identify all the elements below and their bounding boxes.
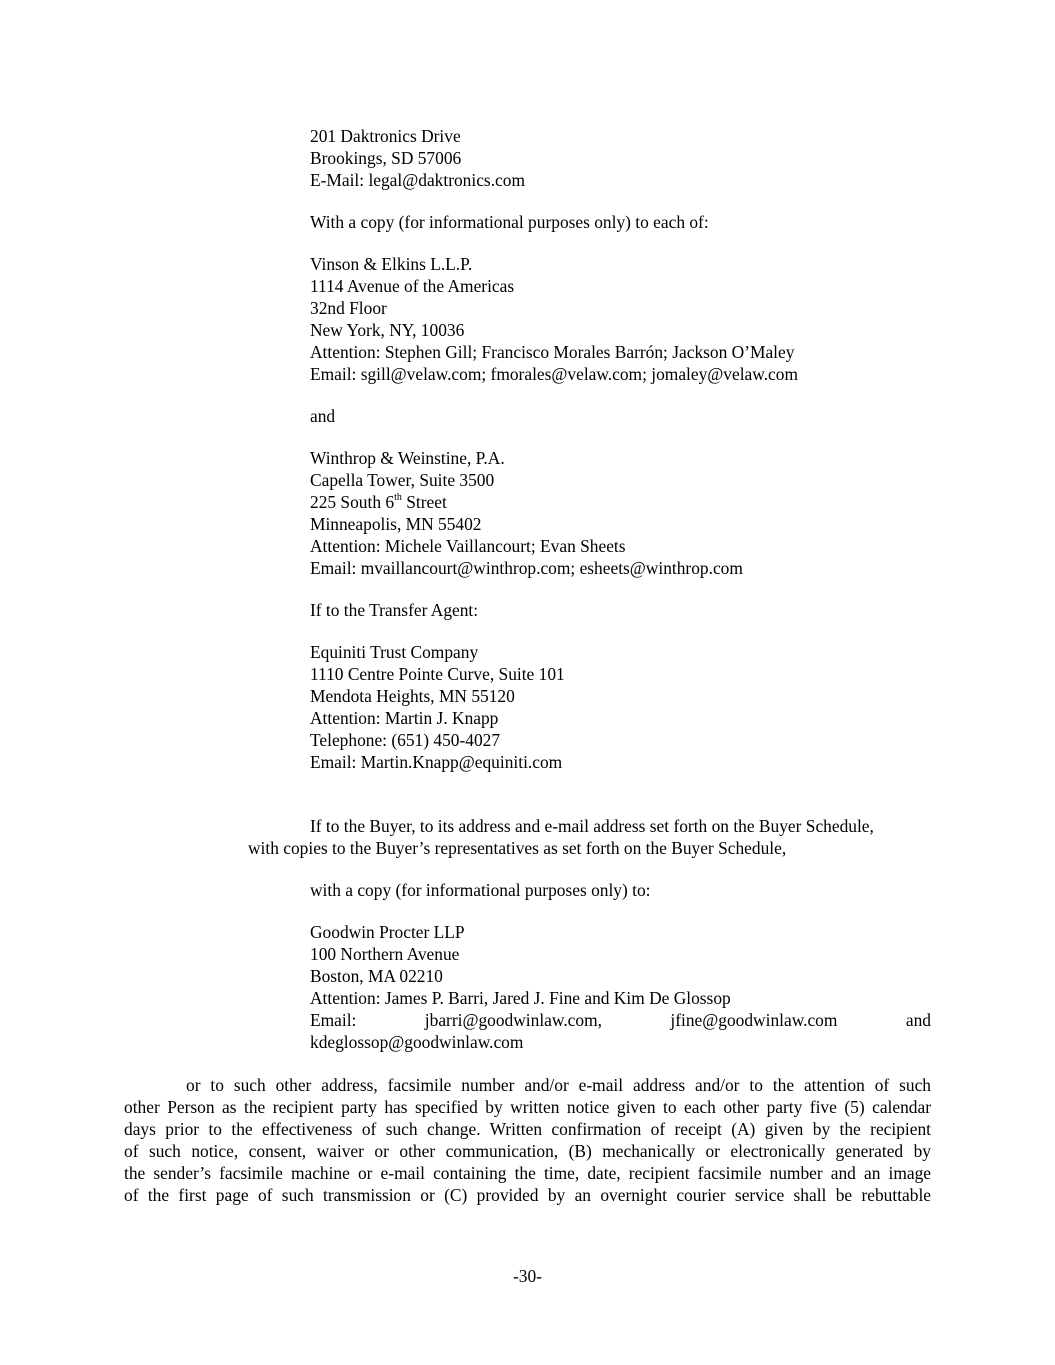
equiniti-city: Mendota Heights, MN 55120 <box>310 686 515 706</box>
goodwin-email-3: kdeglossop@goodwinlaw.com <box>310 1032 524 1052</box>
buyer-line-1: If to the Buyer, to its address and e-mail address set forth on the Buyer Schedule, <box>310 816 874 836</box>
equiniti-email: Email: Martin.Knapp@equiniti.com <box>310 752 563 772</box>
vinson-email: Email: sgill@velaw.com; fmorales@velaw.com; jomaley@velaw.com <box>310 364 798 384</box>
vinson-city: New York, NY, 10036 <box>310 320 465 340</box>
goodwin-email-1: jbarri@goodwinlaw.com, <box>424 1010 602 1030</box>
page-number: -30- <box>513 1266 542 1286</box>
copy-intro-2: with a copy (for informational purposes only) to: <box>310 880 651 900</box>
winthrop-tower: Capella Tower, Suite 3500 <box>310 470 495 490</box>
winthrop-street-sup: th <box>394 492 402 504</box>
goodwin-email-label: Email: <box>310 1010 357 1030</box>
transfer-agent-intro: If to the Transfer Agent: <box>310 600 479 620</box>
closing-line-5: the sender’s facsimile machine or e-mail containing the time, date, recipient facsimile number and an image <box>124 1163 931 1183</box>
winthrop-street-suffix: Street <box>401 492 447 512</box>
closing-line-4: of such notice, consent, waiver or other communication, (B) mechanically or electronically generated by <box>124 1141 931 1161</box>
goodwin-email-row <box>310 1009 931 1031</box>
winthrop-street-prefix: 225 South 6 <box>310 492 395 512</box>
closing-line-6: of the first page of such transmission or (C) provided by an overnight courier service shall be rebuttable <box>124 1185 931 1205</box>
buyer-line-2: with copies to the Buyer’s representatives as set forth on the Buyer Schedule, <box>248 838 787 858</box>
vinson-name: Vinson & Elkins L.L.P. <box>310 254 473 274</box>
equiniti-name: Equiniti Trust Company <box>310 642 479 662</box>
equiniti-telephone: Telephone: (651) 450-4027 <box>310 730 501 750</box>
equiniti-attention: Attention: Martin J. Knapp <box>310 708 499 728</box>
goodwin-street: 100 Northern Avenue <box>310 944 460 964</box>
goodwin-city: Boston, MA 02210 <box>310 966 443 986</box>
winthrop-street <box>310 491 447 513</box>
closing-line-3: days prior to the effectiveness of such change. Written confirmation of receipt (A) given by the recipient <box>124 1119 931 1139</box>
vinson-floor: 32nd Floor <box>310 298 387 318</box>
winthrop-name: Winthrop & Weinstine, P.A. <box>310 448 505 468</box>
and-connector: and <box>310 406 336 426</box>
vinson-street: 1114 Avenue of the Americas <box>310 276 515 296</box>
goodwin-email-and: and <box>905 1010 931 1030</box>
company-email: E-Mail: legal@daktronics.com <box>310 170 525 190</box>
company-city: Brookings, SD 57006 <box>310 148 462 168</box>
closing-line-2: other Person as the recipient party has specified by written notice given to each other party five (5) calendar <box>124 1097 931 1117</box>
equiniti-street: 1110 Centre Pointe Curve, Suite 101 <box>310 664 565 684</box>
company-street: 201 Daktronics Drive <box>310 126 461 146</box>
goodwin-name: Goodwin Procter LLP <box>310 922 465 942</box>
winthrop-email: Email: mvaillancourt@winthrop.com; esheets@winthrop.com <box>310 558 743 578</box>
vinson-attention: Attention: Stephen Gill; Francisco Morales Barrón; Jackson O’Maley <box>310 342 795 362</box>
winthrop-city: Minneapolis, MN 55402 <box>310 514 482 534</box>
goodwin-attention: Attention: James P. Barri, Jared J. Fine and Kim De Glossop <box>310 988 731 1008</box>
closing-line-1: or to such other address, facsimile number and/or e-mail address and/or to the attention of such <box>186 1075 931 1095</box>
winthrop-attention: Attention: Michele Vaillancourt; Evan Sheets <box>310 536 626 556</box>
goodwin-email-2: jfine@goodwinlaw.com <box>670 1010 838 1030</box>
copy-intro-1: With a copy (for informational purposes only) to each of: <box>310 212 709 232</box>
